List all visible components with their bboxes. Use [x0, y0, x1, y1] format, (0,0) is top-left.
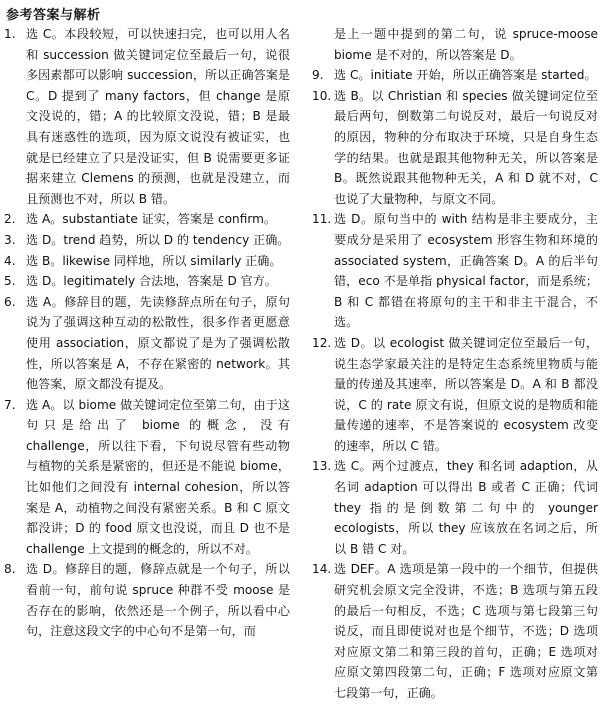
answer-item-13	[312, 456, 598, 559]
item-number: 3.	[4, 232, 16, 247]
item-text: 选 C。initiate 开始，所以正确答案是 started。	[334, 68, 597, 83]
answer-item-1	[4, 24, 290, 209]
item-text: 选 A。修辞目的题，先读修辞点所在句子，原句说为了强调这种互动的松散性，很多作者更愿意使用 association，原文都说了是为了强调松散性，所以答案是 A，不存在紧密的 network。其他答案，原文都没有提及。	[26, 294, 290, 392]
item-number: 10.	[312, 88, 332, 103]
answer-item-9	[312, 65, 598, 86]
item-number: 5.	[4, 274, 16, 289]
answer-item-11	[312, 209, 598, 333]
item-text: 选 D。trend 趋势，所以 D 的 tendency 正确。	[26, 232, 290, 247]
answer-item-8	[4, 559, 290, 641]
page-title: 参考答案与解析	[6, 8, 101, 23]
answer-item-10	[312, 86, 598, 210]
item-text: 选 C。本段较短，可以快速扫完，也可以用人名和 succession 做关键词定位至最后一句，说很多因素都可以影响 succession，所以正确答案是 C。D 提到了 many factors，但 change 是原文没说的，错；A 的比较原文没说，错；B 是最具有迷惑性的选项，因为原文说没有被证实，也就是已经建立了只是没证实，但 B 说需要更多证据来建立 Clemens 的预测，也就是没建立，而且预测也不对，所以 B 错。	[26, 27, 290, 206]
item-number: 8.	[4, 562, 16, 577]
item-text: 选 D。以 ecologist 做关键词定位至最后一句，说生态学家最关注的是特定生态系统里物质与能量的传递及其速率，所以答案是 D。A 和 B 都没说，C 的 rate 原文有说，但原文说的是物质和能量传递的速率，不是答案说的 ecosystem 改变的速率，所以 C 错。	[334, 335, 598, 453]
item-number: 13.	[312, 459, 332, 474]
answer-item-6	[4, 292, 290, 395]
right-column	[312, 24, 598, 704]
item-text: 选 C。两个过渡点，they 和名词 adaption，从名词 adaption 可以得出 B 或者 C 正确；代词 they 指的是倒数第二句中的 younger ecologists，所以 they 应该放在名词之后，所以 B 错 C 对。	[334, 459, 598, 556]
item-text: 选 A。以 biome 做关键词定位至第二句，由于这句只是给出了 biome 的概念，没有 challenge，所以往下看，下句说尽管有些动物与植物的关系是紧密的，但还是不能说 biome，比如他们之间没有 internal cohesion，所以答案是 A，动植物之间没有紧密关系。B 和 C 原文都没讲；D 的 food 原文也没说，而且 D 也不是 challenge 上文提到的概念的，所以不对。	[26, 397, 290, 556]
item-number: 7.	[4, 397, 16, 412]
item-number: 14.	[312, 562, 332, 577]
item-text: 选 D。修辞目的题，修辞点就是一个句子，所以看前一句，前句说 spruce 种群不受 moose 是否存在的影响，依然还是一个例子，所以看中心句，注意这段文字的中心句不是第一句，而	[26, 562, 290, 639]
answer-item-3	[4, 230, 290, 251]
item-number: 4.	[4, 253, 16, 268]
answer-item-8-continued	[312, 24, 598, 65]
item-number: 6.	[4, 294, 16, 309]
answer-item-7	[4, 395, 290, 560]
item-text: 选 A。substantiate 证实，答案是 confirm。	[26, 212, 276, 227]
item-number: 12.	[312, 335, 332, 350]
answer-item-12	[312, 333, 598, 457]
answer-item-5	[4, 271, 290, 292]
item-text: 选 B。以 Christian 和 species 做关键词定位至最后两句，倒数第二句说反对，最后一句说反对的原因，物种的分布取决于环境，只是自身生态学的结果。也就是跟其他物种无关，所以答案是 B。既然说跟其他物种无关，A 和 D 就不对，C 也说了大量物种，与原文不同。	[334, 88, 598, 206]
item-number: 9.	[312, 68, 324, 83]
answer-item-14	[312, 559, 598, 703]
item-number: 2.	[4, 212, 16, 227]
item-text: 选 DEF。A 选项是第一段中的一个细节，但提供研究机会原文完全没讲，不选；B 选项与第五段的最后一句相反，不选；C 选项与第七段第三句说反，而且即使说对也是个细节，不选；D 选项对应原文第二和第三段的首句，正确；E 选项对应原文第四段第二句，正确；F 选项对应原文第七段第一句，正确。	[334, 562, 598, 700]
answer-item-4	[4, 251, 290, 272]
item-text: 选 B。likewise 同样地，所以 similarly 正确。	[26, 253, 282, 268]
left-column	[4, 24, 290, 642]
item-number: 1.	[4, 27, 16, 41]
item-number: 11.	[312, 212, 332, 227]
item-text: 选 D。原句当中的 with 结构是非主要成分，主要成分是采用了 ecosystem 形容生物和环境的 associated system，正确答案 D。A 的后半句错，eco 不是单指 physical factor，而是系统；B 和 C 都错在将原句的主干和非主干混合，不选。	[334, 212, 598, 330]
item-text: 是上一题中提到的第二句，说 spruce-moose biome 是不对的，所以答案是 D。	[334, 27, 598, 62]
answer-item-2	[4, 209, 290, 230]
item-text: 选 D。legitimately 合法地，答案是 D 官方。	[26, 274, 277, 289]
